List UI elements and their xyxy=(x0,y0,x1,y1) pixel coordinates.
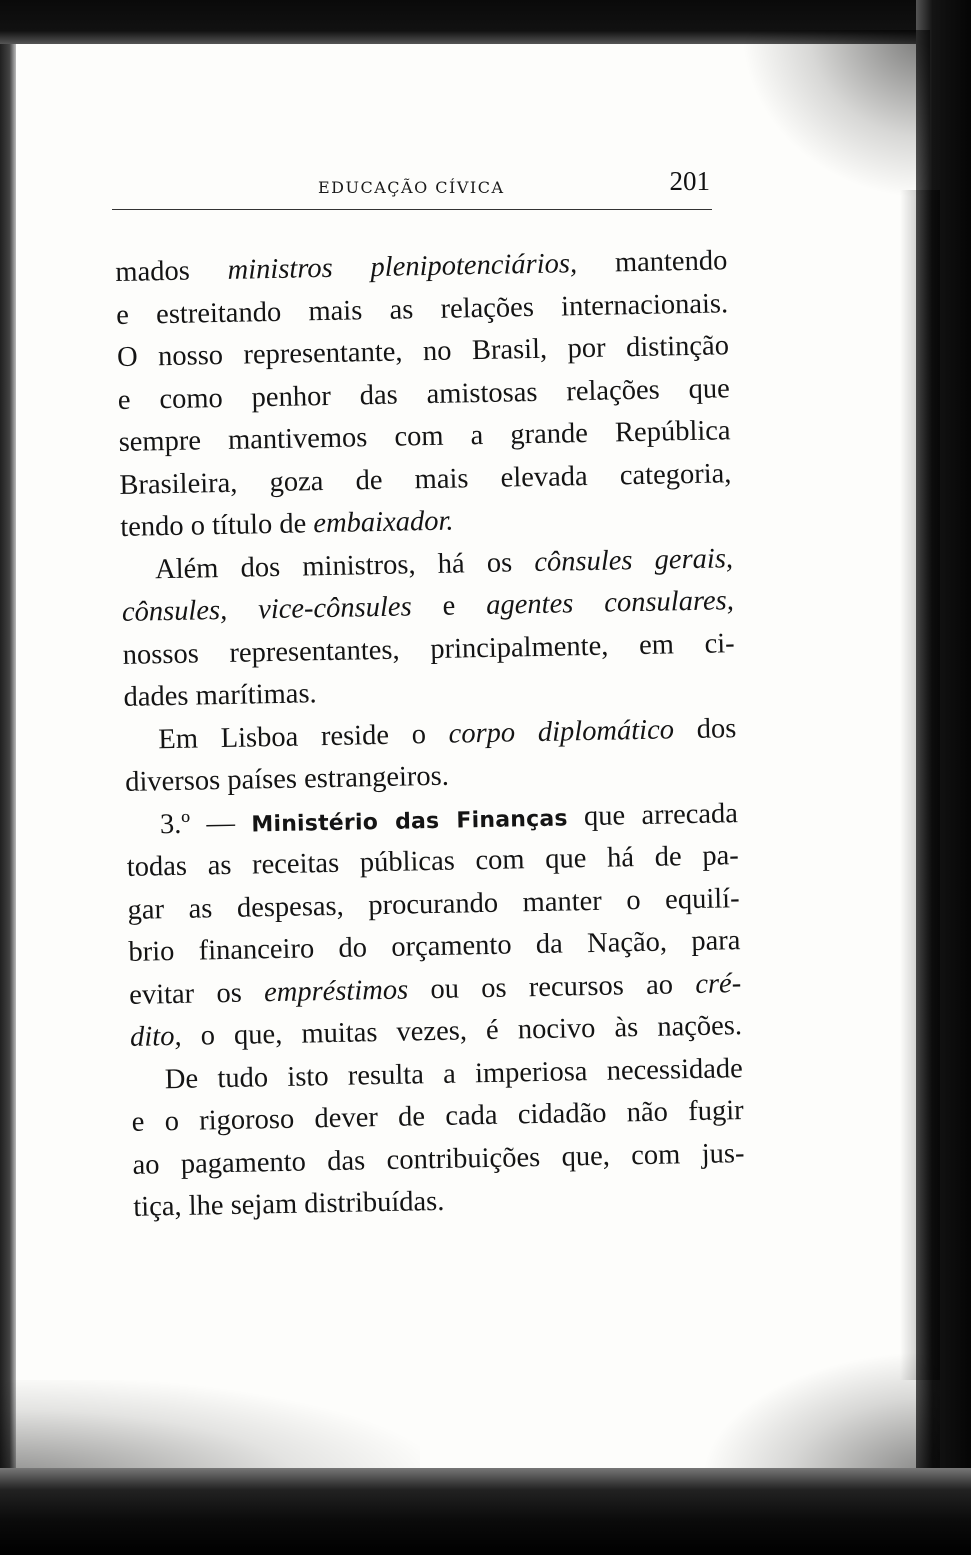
text-line-16: gar as despesas, procurando manter o equilí- xyxy=(127,882,740,926)
text-line-5: sempre mantivemos com a grande República xyxy=(118,415,731,458)
text-line-12: Em Lisboa reside o corpo diplomático dos xyxy=(158,712,737,755)
text-line-15: todas as receitas públicas com que há de pa- xyxy=(126,840,740,883)
text-line-7: tendo o título de embaixador. xyxy=(119,505,454,543)
text-line-2: e estreitando mais as relações internacionais. xyxy=(115,287,729,331)
section-heading-financas: Ministério das Finanças xyxy=(251,805,568,837)
running-header xyxy=(112,166,712,202)
text-line-3: O nosso representante, no Brasil, por distinção xyxy=(116,330,730,373)
text-line-18: evitar os empréstimos ou os recursos ao cré- xyxy=(128,967,742,1011)
body-text xyxy=(115,240,746,1229)
text-line-11: dades marítimas. xyxy=(123,678,317,713)
text-line-6: Brasileira, goza de mais elevada categoria, xyxy=(119,457,732,501)
scan-noise-bottom-right xyxy=(700,1350,940,1480)
running-title: EDUCAÇÃO CÍVICA xyxy=(318,178,505,197)
scan-border-bottom xyxy=(0,1468,971,1555)
text-line-19: dito, o que, muitas vezes, é nocivo às nações. xyxy=(129,1010,743,1053)
page-number: 201 xyxy=(669,166,710,196)
text-line-8: Além dos ministros, há os cônsules gerais, xyxy=(154,542,734,585)
text-line-9: cônsules, vice-cônsules e agentes consulares, xyxy=(121,585,735,628)
text-line-10: nossos representantes, principalmente, em ci- xyxy=(122,627,735,671)
text-line-23: tiça, lhe sejam distribuídas. xyxy=(133,1185,445,1223)
text-line-21: e o rigoroso dever de cada cidadão não fugir xyxy=(131,1095,744,1138)
scan-noise-bottom-left xyxy=(0,1380,420,1480)
page-gutter-shadow xyxy=(900,190,940,1380)
scan-noise-top-right xyxy=(740,30,930,200)
scan-border-left xyxy=(0,0,16,1555)
text-line-4: e como penhor das amistosas relações que xyxy=(117,372,731,416)
text-line-20: De tudo isto resulta a imperiosa necessidade xyxy=(164,1052,744,1095)
text-line-14: 3.º — Ministério das Finanças que arrecada xyxy=(159,797,739,840)
header-rule xyxy=(112,209,712,210)
text-line-22: ao pagamento das contribuições que, com jus- xyxy=(132,1137,745,1181)
text-line-1: mados ministros plenipotenciários, mantendo xyxy=(115,245,728,288)
text-line-13: diversos países estrangeiros. xyxy=(124,760,450,798)
text-line-17: brio financeiro do orçamento da Nação, para xyxy=(128,925,741,968)
